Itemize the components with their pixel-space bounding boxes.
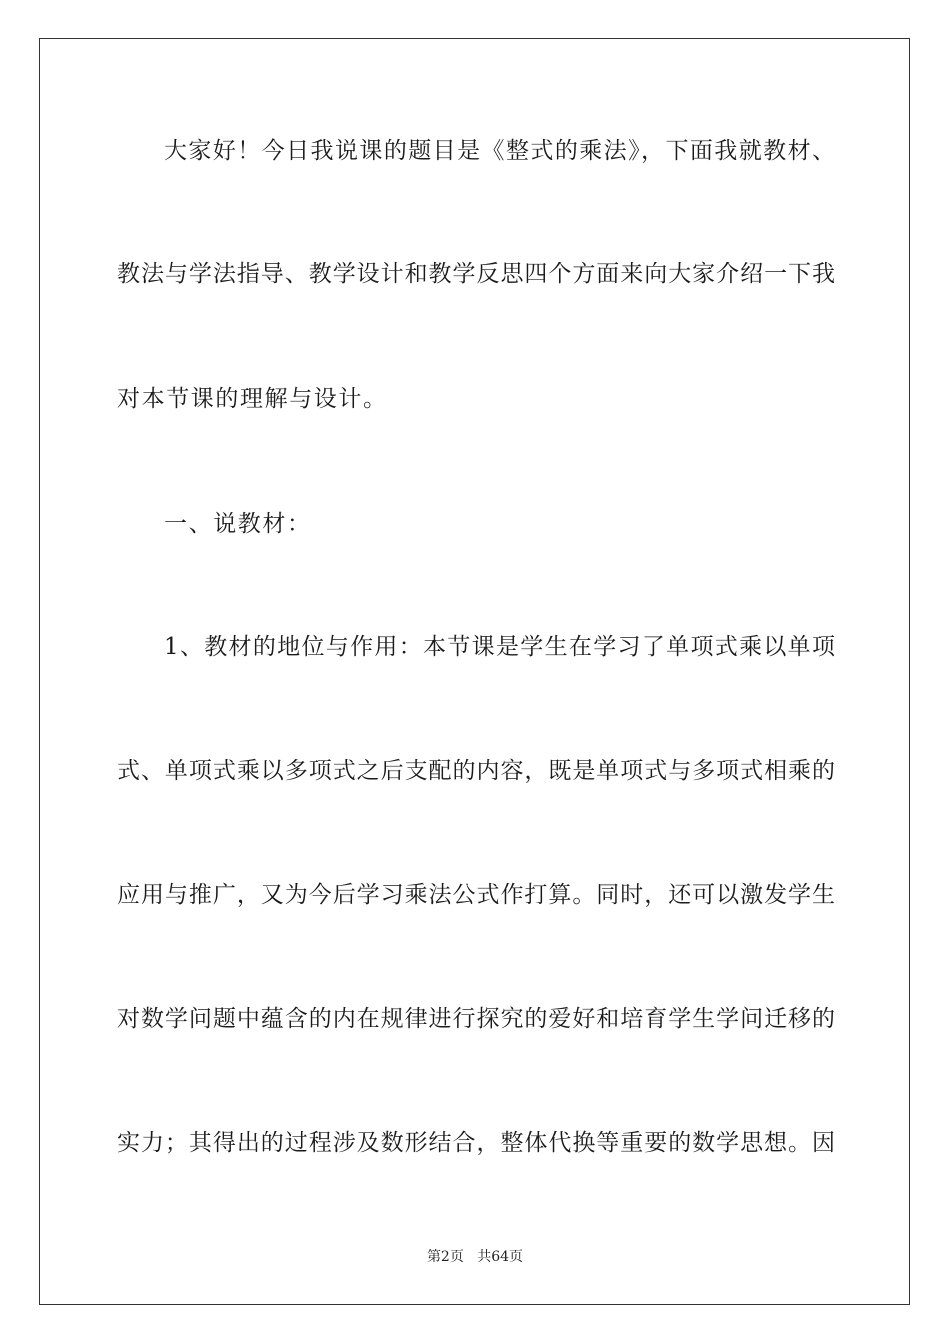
page-footer <box>0 1248 950 1266</box>
paragraph-line-6: 式、单项式乘以多项式之后支配的内容，既是单项式与多项式相乘的 <box>117 758 835 784</box>
paragraph-line-1: 大家好！今日我说课的题目是《整式的乘法》，下面我就教材、 <box>164 138 835 164</box>
page-number: 第2页 <box>426 1249 464 1265</box>
page-border <box>39 38 910 1305</box>
paragraph-line-3: 对本节课的理解与设计。 <box>117 386 388 412</box>
paragraph-line-9: 实力；其得出的过程涉及数形结合，整体代换等重要的数学思想。因 <box>117 1130 835 1156</box>
paragraph-line-5: 1、教材的地位与作用：本节课是学生在学习了单项式乘以单项 <box>164 634 835 660</box>
paragraph-line-7: 应用与推广，又为今后学习乘法公式作打算。同时，还可以激发学生 <box>117 882 835 908</box>
page-total: 共64页 <box>477 1249 524 1265</box>
paragraph-line-2: 教法与学法指导、教学设计和教学反思四个方面来向大家介绍一下我 <box>117 261 835 287</box>
paragraph-line-8: 对数学问题中蕴含的内在规律进行探究的爱好和培育学生学问迁移的 <box>117 1006 835 1032</box>
section-heading: 一、说教材： <box>164 511 312 537</box>
